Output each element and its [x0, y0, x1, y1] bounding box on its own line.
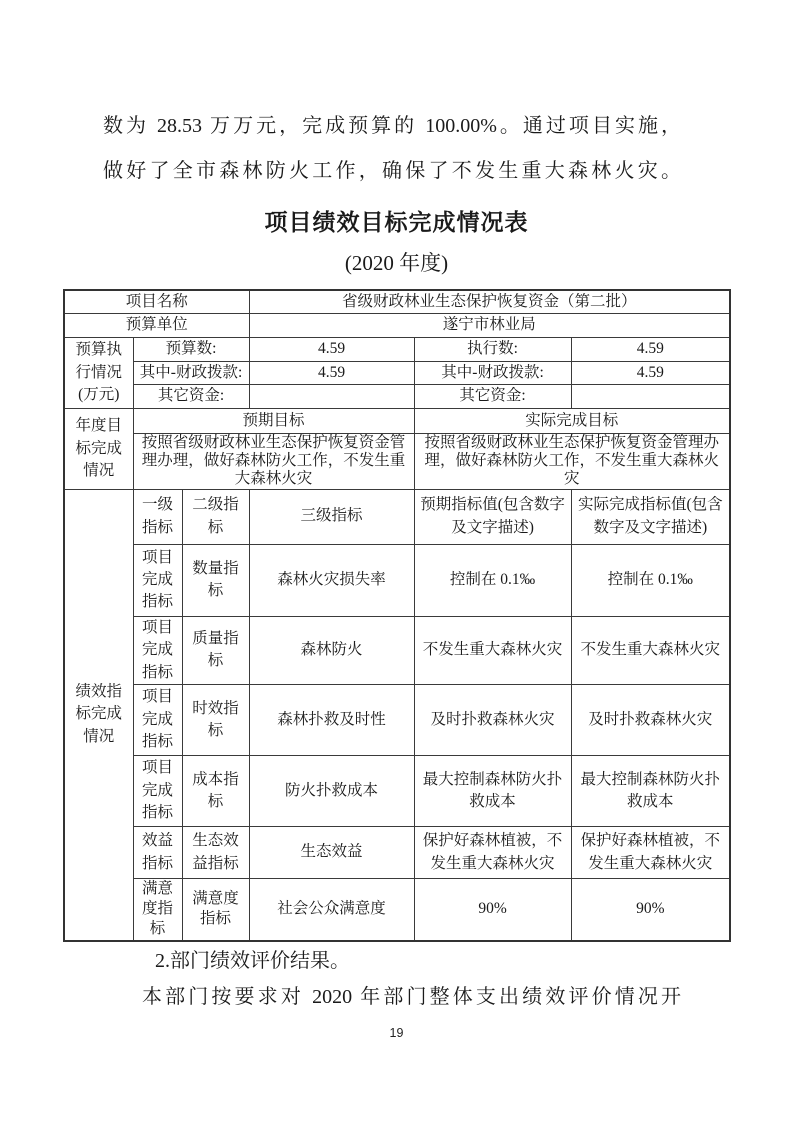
row-indicator-timeliness: [64, 685, 730, 756]
indicator-level2: 质量指标: [182, 616, 249, 684]
row-indicator-quality: [64, 616, 730, 684]
indicator-expected: 90%: [414, 879, 571, 941]
indicator-level1: 满意度指标: [133, 879, 182, 941]
row-budget-3: [64, 385, 730, 408]
indicators-section-label: 绩效指标完成情况: [64, 489, 133, 940]
section2-heading: 2.部门绩效评价结果。: [155, 950, 350, 972]
row-budget-unit: [64, 314, 730, 337]
budget-amount-label: 预算数:: [133, 337, 249, 361]
header-level2: 二级指标: [182, 489, 249, 544]
indicator-actual: 90%: [571, 879, 730, 941]
performance-table: [63, 289, 731, 942]
budget-unit-value: 遂宁市林业局: [249, 314, 730, 337]
table-subtitle: (2020 年度): [344, 251, 449, 275]
project-name-value: 省级财政林业生态保护恢复资金（第二批）: [249, 290, 730, 314]
indicator-level3: 森林防火: [249, 616, 414, 684]
page-number: 19: [389, 1026, 404, 1040]
row-indicator-satisfaction: [64, 879, 730, 941]
header-expected-value: 预期指标值(包含数字及文字描述): [414, 489, 571, 544]
indicator-actual: 保护好森林植被，不发生重大森林火灾: [571, 827, 730, 879]
indicator-level3: 森林扑救及时性: [249, 685, 414, 756]
intro-paragraph: [103, 104, 681, 194]
indicator-expected: 控制在 0.1‰: [414, 544, 571, 616]
indicator-level2: 时效指标: [182, 685, 249, 756]
actual-goal-text: 按照省级财政林业生态保护恢复资金管理办理，做好森林防火工作，不发生重大森林火灾: [414, 433, 730, 489]
indicator-actual: 控制在 0.1‰: [571, 544, 730, 616]
header-level1: 一级指标: [133, 489, 182, 544]
row-goal-text: [64, 433, 730, 489]
indicator-actual: 不发生重大森林火灾: [571, 616, 730, 684]
actual-goal-header: 实际完成目标: [414, 408, 730, 433]
indicator-level1: 效益指标: [133, 827, 182, 879]
budget-amount-value: 4.59: [249, 337, 414, 361]
indicator-expected: 不发生重大森林火灾: [414, 616, 571, 684]
other-funds-value-actual: [571, 385, 730, 408]
other-funds-label-expected: 其它资金:: [133, 385, 249, 408]
indicator-level3: 防火扑救成本: [249, 756, 414, 827]
budget-exec-label: 预算执行情况(万元): [64, 337, 133, 408]
project-name-label: 项目名称: [64, 290, 249, 314]
indicator-level3: 生态效益: [249, 827, 414, 879]
row-indicator-quantity: [64, 544, 730, 616]
fiscal-alloc-label-expected: 其中-财政拨款:: [133, 361, 249, 384]
header-level3: 三级指标: [249, 489, 414, 544]
indicator-expected: 保护好森林植被，不发生重大森林火灾: [414, 827, 571, 879]
row-project-name: [64, 290, 730, 314]
exec-amount-value: 4.59: [571, 337, 730, 361]
intro-line-1: 数为 28.53 万万元，完成预算的 100.00%。通过项目实施，: [103, 115, 681, 137]
annual-goal-label: 年度目标完成情况: [64, 408, 133, 489]
indicator-level1: 项目完成指标: [133, 756, 182, 827]
fiscal-alloc-label-actual: 其中-财政拨款:: [414, 361, 571, 384]
other-funds-label-actual: 其它资金:: [414, 385, 571, 408]
intro-line-2: 做好了全市森林防火工作，确保了不发生重大森林火灾。: [103, 160, 681, 182]
indicator-actual: 及时扑救森林火灾: [571, 685, 730, 756]
indicator-level1: 项目完成指标: [133, 616, 182, 684]
header-actual-value: 实际完成指标值(包含数字及文字描述): [571, 489, 730, 544]
indicator-actual: 最大控制森林防火扑救成本: [571, 756, 730, 827]
row-indicator-benefit: [64, 827, 730, 879]
table-title: 项目绩效目标完成情况表: [264, 210, 529, 235]
row-budget-2: [64, 361, 730, 384]
expected-goal-header: 预期目标: [133, 408, 414, 433]
indicator-expected: 及时扑救森林火灾: [414, 685, 571, 756]
section2-body-line: 本部门按要求对 2020 年部门整体支出绩效评价情况开: [142, 986, 681, 1008]
indicator-level1: 项目完成指标: [133, 544, 182, 616]
row-goal-header: [64, 408, 730, 433]
indicator-level2: 数量指标: [182, 544, 249, 616]
row-budget-1: [64, 337, 730, 361]
expected-goal-text: 按照省级财政林业生态保护恢复资金管理办理，做好森林防火工作，不发生重大森林火灾: [133, 433, 414, 489]
exec-amount-label: 执行数:: [414, 337, 571, 361]
indicator-level3: 森林火灾损失率: [249, 544, 414, 616]
indicator-level2: 成本指标: [182, 756, 249, 827]
fiscal-alloc-value-expected: 4.59: [249, 361, 414, 384]
fiscal-alloc-value-actual: 4.59: [571, 361, 730, 384]
indicator-level3: 社会公众满意度: [249, 879, 414, 941]
indicator-expected: 最大控制森林防火扑救成本: [414, 756, 571, 827]
other-funds-value-expected: [249, 385, 414, 408]
budget-unit-label: 预算单位: [64, 314, 249, 337]
row-indicator-header: [64, 489, 730, 544]
indicator-level2: 满意度指标: [182, 879, 249, 941]
row-indicator-cost: [64, 756, 730, 827]
indicator-level1: 项目完成指标: [133, 685, 182, 756]
indicator-level2: 生态效益指标: [182, 827, 249, 879]
